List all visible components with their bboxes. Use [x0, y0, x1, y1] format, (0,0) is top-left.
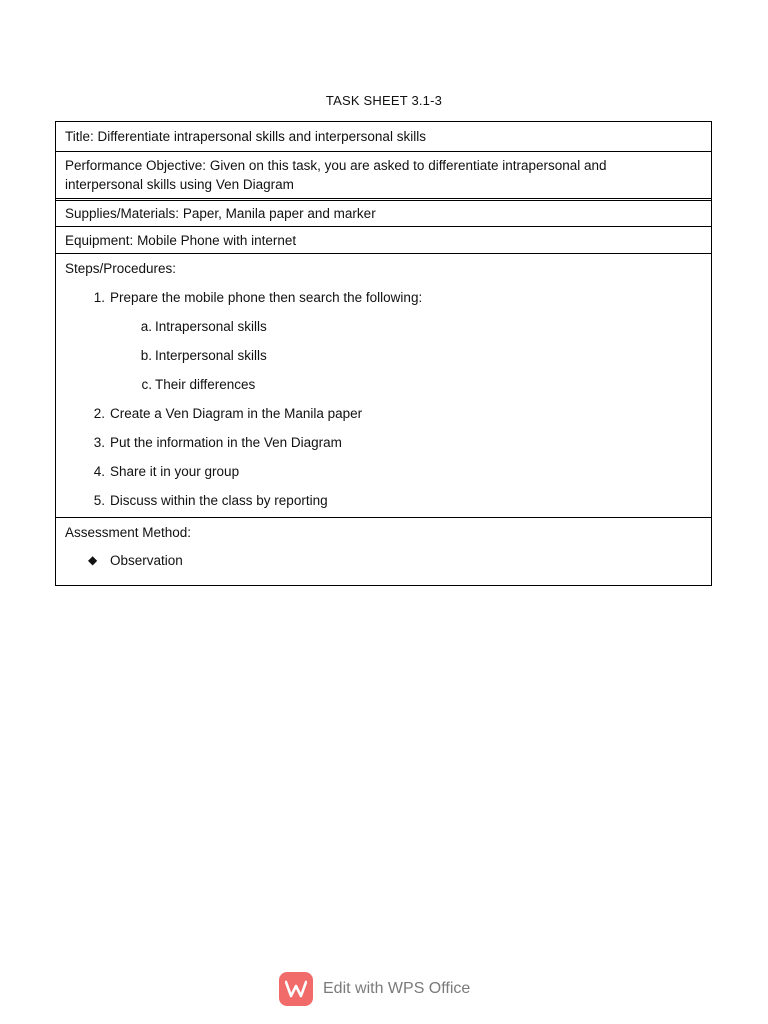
step-number: 4.	[93, 464, 105, 479]
title-value: Differentiate intrapersonal skills and interpersonal skills	[97, 129, 426, 144]
step-text: Create a Ven Diagram in the Manila paper	[110, 406, 363, 421]
title-row	[56, 122, 711, 152]
substep-text: Interpersonal skills	[155, 348, 267, 363]
step-number: 1.	[93, 290, 105, 305]
list-item	[65, 317, 702, 336]
objective-row	[56, 152, 711, 199]
assessment-item-text: Observation	[110, 553, 183, 568]
wps-edit-label: Edit with WPS Office	[323, 980, 471, 997]
wps-edit-button[interactable]	[279, 971, 470, 1007]
equipment-label: Equipment:	[65, 233, 134, 248]
equipment-value: Mobile Phone with internet	[137, 233, 297, 248]
substep-text: Their differences	[155, 377, 256, 392]
list-item	[65, 404, 702, 423]
substep-letter: a.	[140, 319, 152, 334]
list-item	[65, 551, 702, 570]
step-number: 5.	[93, 493, 105, 508]
steps-row	[56, 254, 711, 518]
objective-label: Performance Objective:	[65, 158, 207, 173]
supplies-value: Paper, Manila paper and marker	[182, 206, 376, 221]
diamond-bullet-icon: ◆	[88, 553, 98, 567]
title-label: Title:	[65, 129, 94, 144]
list-item	[65, 433, 702, 452]
substep-letter: b.	[140, 348, 152, 363]
step-text: Share it in your group	[110, 464, 240, 479]
assessment-row	[56, 518, 711, 586]
substep-letter: c.	[141, 377, 152, 392]
wps-logo-icon	[279, 972, 313, 1006]
task-sheet-table	[55, 121, 712, 586]
supplies-row	[56, 200, 711, 227]
page-title: TASK SHEET 3.1-3	[325, 93, 443, 108]
objective-value-line2: interpersonal skills using Ven Diagram	[65, 177, 294, 192]
assessment-label: Assessment Method:	[65, 525, 192, 540]
list-item	[65, 491, 702, 510]
objective-value-line1: Given on this task, you are asked to differentiate intrapersonal and	[209, 158, 607, 173]
step-text: Put the information in the Ven Diagram	[110, 435, 342, 450]
steps-label: Steps/Procedures:	[65, 261, 177, 276]
step-number: 2.	[93, 406, 105, 421]
step-text: Discuss within the class by reporting	[110, 493, 328, 508]
step-text: Prepare the mobile phone then search the following:	[110, 290, 423, 305]
list-item	[65, 462, 702, 481]
step-number: 3.	[93, 435, 105, 450]
equipment-row	[56, 227, 711, 254]
list-item	[65, 288, 702, 307]
list-item	[65, 346, 702, 365]
supplies-label: Supplies/Materials:	[65, 206, 180, 221]
list-item	[65, 375, 702, 394]
substep-text: Intrapersonal skills	[155, 319, 267, 334]
steps-list	[65, 288, 702, 510]
